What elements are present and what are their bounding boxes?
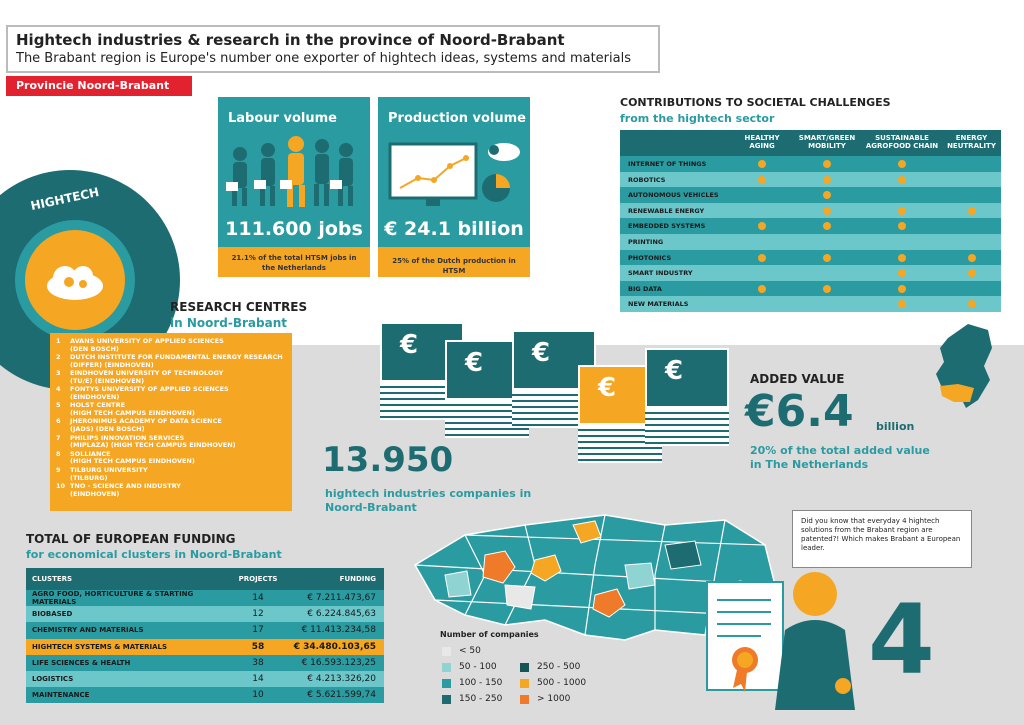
- research-item: [56, 370, 286, 386]
- workers-icon: [218, 132, 370, 212]
- legend-label: > 1000: [537, 694, 571, 704]
- contribution-dot-icon: [758, 160, 766, 168]
- added-value-title: ADDED VALUE: [750, 372, 845, 386]
- euro-icon: €: [524, 336, 558, 370]
- col-smart-mobility: SMART/GREEN MOBILITY: [798, 134, 856, 150]
- research-item-number: 5: [56, 401, 61, 410]
- societal-cell: [862, 265, 942, 281]
- contribution-dot-icon: [898, 222, 906, 230]
- euro-bill: [645, 348, 729, 408]
- col-agrofood: SUSTAINABLE AGROFOOD CHAIN: [865, 134, 939, 150]
- research-item: [56, 451, 286, 467]
- societal-cell: [942, 250, 1001, 266]
- research-item-name: TNO - SCIENCE AND INDUSTRY: [70, 481, 181, 490]
- contribution-dot-icon: [898, 207, 906, 215]
- research-item-location: (EINDHOVEN): [70, 489, 120, 498]
- contribution-dot-icon: [968, 207, 976, 215]
- research-item-text: [70, 435, 236, 451]
- societal-cell: [942, 156, 1001, 172]
- funding-cell-funding: € 16.593.123,25: [301, 657, 376, 668]
- labour-note: 21.1% of the total HTSM jobs in the Netherlands: [218, 247, 370, 277]
- societal-cell: [862, 172, 942, 188]
- contribution-dot-icon: [823, 191, 831, 199]
- funding-cell-cluster: HIGHTECH SYSTEMS & MATERIALS: [32, 642, 168, 651]
- societal-cell: [732, 172, 792, 188]
- societal-row: [620, 281, 1001, 297]
- funding-cell-projects: 10: [252, 690, 264, 701]
- societal-cell: [732, 265, 792, 281]
- societal-table: [620, 130, 1001, 310]
- research-item: [56, 338, 286, 354]
- legend-label: 250 - 500: [537, 662, 581, 672]
- monitor-chart-icon: [378, 132, 530, 212]
- research-list: [50, 333, 292, 511]
- research-item: [56, 483, 286, 499]
- legend-item: [520, 694, 570, 704]
- legend-label: 50 - 100: [459, 662, 497, 672]
- funding-table: [26, 568, 384, 703]
- research-item-location: (MIPLAZA) (HIGH TECH CAMPUS EINDHOVEN): [70, 441, 236, 450]
- societal-cell: [862, 187, 942, 203]
- legend-item: [442, 678, 502, 688]
- funding-row: [26, 606, 384, 622]
- societal-row: [620, 203, 1001, 219]
- societal-cell: [732, 156, 792, 172]
- societal-cell: [942, 218, 1001, 234]
- legend-swatch: [520, 679, 529, 688]
- research-item: [56, 354, 286, 370]
- societal-cell: [792, 234, 862, 250]
- societal-cell: [792, 187, 862, 203]
- patents-bubble: Did you know that everyday 4 hightech solutions from the Brabant region are patented?! Which makes Brabant a European leader.: [792, 510, 972, 568]
- production-note: 25% of the Dutch production in HTSM: [378, 247, 530, 277]
- societal-row-label: EMBEDDED SYSTEMS: [628, 222, 706, 231]
- hightech-label: HIGHTECH: [29, 184, 101, 214]
- societal-cell: [862, 296, 942, 312]
- labour-title: Labour volume: [228, 111, 337, 126]
- legend-swatch: [442, 647, 451, 656]
- societal-row-label: AUTONOMOUS VEHICLES: [628, 191, 719, 200]
- research-item-name: SOLLIANCE: [70, 449, 111, 458]
- contribution-dot-icon: [823, 160, 831, 168]
- certificate-person-illustration: [705, 560, 885, 720]
- societal-header-row: [620, 130, 1001, 156]
- labour-value: 111.600 jobs: [225, 218, 363, 240]
- col-healthy-aging: HEALTHY AGING: [744, 134, 780, 150]
- societal-cell: [942, 203, 1001, 219]
- funding-row: [26, 687, 384, 703]
- societal-cell: [732, 296, 792, 312]
- funding-cell-cluster: LOGISTICS: [32, 675, 74, 684]
- legend-label: 500 - 1000: [537, 678, 587, 688]
- societal-cell: [862, 234, 942, 250]
- research-item-location: (TU/E) (EINDHOVEN): [70, 376, 145, 385]
- societal-cell: [862, 203, 942, 219]
- legend-item: [520, 662, 580, 672]
- funding-col-projects: PROJECTS: [238, 575, 278, 583]
- societal-cell: [942, 234, 1001, 250]
- societal-row: [620, 156, 1001, 172]
- funding-cell-projects: 14: [252, 593, 264, 604]
- societal-cell: [862, 281, 942, 297]
- production-volume-card: [378, 97, 530, 277]
- societal-cell: [792, 281, 862, 297]
- funding-cell-cluster: LIFE SCIENCES & HEALTH: [32, 658, 131, 667]
- societal-cell: [792, 172, 862, 188]
- companies-label: hightech industries companies in Noord-Brabant: [325, 487, 532, 514]
- research-item-name: PHILIPS INNOVATION SERVICES: [70, 433, 185, 442]
- funding-cell-cluster: AGRO FOOD, HORTICULTURE & STARTING MATERIALS: [32, 590, 194, 607]
- euro-icon: €: [590, 371, 624, 405]
- legend-swatch: [442, 663, 451, 672]
- contribution-dot-icon: [898, 254, 906, 262]
- research-item-text: [70, 451, 195, 467]
- research-item-text: [70, 386, 229, 402]
- research-item: [56, 467, 286, 483]
- funding-cell-projects: 14: [252, 674, 264, 685]
- contribution-dot-icon: [823, 176, 831, 184]
- contribution-dot-icon: [758, 176, 766, 184]
- societal-row-label: PRINTING: [628, 237, 664, 246]
- societal-cell: [732, 250, 792, 266]
- societal-cell: [732, 218, 792, 234]
- research-item-text: [70, 402, 195, 418]
- research-item-number: 1: [56, 337, 61, 345]
- research-subtitle: in Noord-Brabant: [170, 316, 287, 330]
- societal-cell: [942, 281, 1001, 297]
- funding-cell-funding: € 34.480.103,65: [293, 641, 376, 652]
- added-value-note: 20% of the total added value in The Netherlands: [750, 444, 930, 471]
- research-item-name: HOLST CENTRE: [70, 401, 126, 410]
- production-title: Production volume: [388, 111, 526, 126]
- funding-row: [26, 655, 384, 671]
- societal-cell: [792, 203, 862, 219]
- euro-icon: €: [457, 346, 491, 380]
- legend-label: < 50: [459, 646, 481, 656]
- funding-cell-projects: 12: [252, 609, 264, 620]
- societal-rows: [620, 156, 1001, 312]
- contribution-dot-icon: [823, 254, 831, 262]
- research-item-number: 8: [56, 449, 61, 458]
- research-item-number: 7: [56, 433, 61, 442]
- contribution-dot-icon: [823, 222, 831, 230]
- funding-row: [26, 639, 384, 655]
- societal-row: [620, 234, 1001, 250]
- research-item-text: [70, 418, 222, 434]
- societal-row-label: ROBOTICS: [628, 175, 666, 184]
- legend-swatch: [520, 695, 529, 704]
- research-item-text: [70, 354, 283, 370]
- province-tag: Provincie Noord-Brabant: [6, 76, 192, 96]
- societal-cell: [732, 187, 792, 203]
- funding-cell-cluster: CHEMISTRY AND MATERIALS: [32, 626, 144, 635]
- societal-cell: [792, 156, 862, 172]
- societal-cell: [862, 250, 942, 266]
- research-item-location: (DIFFER) (EINDHOVEN): [70, 360, 154, 369]
- research-item-location: (EINDHOVEN): [70, 393, 120, 402]
- funding-cell-projects: 38: [252, 657, 264, 668]
- societal-row-label: PHOTONICS: [628, 253, 672, 262]
- societal-cell: [792, 250, 862, 266]
- research-title: RESEARCH CENTRES: [170, 300, 308, 314]
- societal-cell: [942, 172, 1001, 188]
- legend-label: 150 - 250: [459, 694, 503, 704]
- research-item-number: 10: [56, 481, 66, 490]
- research-item-location: (HIGH TECH CAMPUS EINDHOVEN): [70, 409, 195, 418]
- labour-volume-card: [218, 97, 370, 277]
- research-item-number: 6: [56, 417, 61, 426]
- research-item-text: [70, 483, 181, 499]
- companies-count: 13.950: [322, 440, 454, 480]
- funding-cell-projects: 17: [252, 625, 264, 636]
- legend-swatch: [442, 695, 451, 704]
- research-item-location: (DEN BOSCH): [70, 344, 119, 353]
- funding-col-funding: FUNDING: [339, 575, 376, 583]
- societal-cell: [942, 296, 1001, 312]
- patents-number: 4: [868, 584, 935, 696]
- euro-icon: €: [657, 354, 691, 388]
- legend-item: [442, 694, 502, 704]
- societal-cell: [732, 281, 792, 297]
- research-item-text: [70, 338, 224, 354]
- research-item-number: 9: [56, 465, 61, 474]
- legend-item: [442, 646, 481, 656]
- societal-cell: [792, 296, 862, 312]
- societal-row-label: BIG DATA: [628, 284, 662, 293]
- contribution-dot-icon: [898, 285, 906, 293]
- netherlands-map-icon: [930, 318, 1000, 418]
- production-value: € 24.1 billion: [384, 218, 524, 240]
- research-item-name: DUTCH INSTITUTE FOR FUNDAMENTAL ENERGY RESEARCH: [70, 353, 283, 362]
- legend-swatch: [442, 679, 451, 688]
- research-item-name: TILBURG UNIVERSITY: [70, 465, 148, 474]
- funding-row: [26, 622, 384, 638]
- page-subtitle: The Brabant region is Europe's number one exporter of hightech ideas, systems and materials: [16, 51, 631, 66]
- cloud-gear-icon: [35, 250, 115, 310]
- added-value-unit: billion: [876, 420, 915, 433]
- research-item-location: (JADS) (DEN BOSCH): [70, 425, 145, 434]
- funding-col-clusters: CLUSTERS: [32, 575, 73, 583]
- research-item-name: EINDHOVEN UNIVERSITY OF TECHNOLOGY: [70, 369, 224, 378]
- research-item: [56, 435, 286, 451]
- legend-label: 100 - 150: [459, 678, 503, 688]
- funding-cell-funding: € 7.211.473,67: [307, 593, 376, 604]
- research-item-name: AVANS UNIVERSITY OF APPLIED SCIENCES: [70, 337, 224, 345]
- funding-rows: [26, 590, 384, 703]
- research-item-location: (HIGH TECH CAMPUS EINDHOVEN): [70, 457, 195, 466]
- societal-cell: [792, 218, 862, 234]
- contribution-dot-icon: [758, 285, 766, 293]
- funding-row: [26, 671, 384, 687]
- societal-row: [620, 265, 1001, 281]
- funding-cell-funding: € 4.213.326,20: [307, 674, 376, 685]
- societal-row: [620, 187, 1001, 203]
- research-item-location: (TILBURG): [70, 473, 108, 482]
- societal-cell: [732, 203, 792, 219]
- research-item-text: [70, 467, 148, 483]
- funding-row: [26, 590, 384, 606]
- funding-cell-cluster: MAINTENANCE: [32, 691, 90, 700]
- funding-cell-funding: € 5.621.599,74: [307, 690, 376, 701]
- bill-stack-lines: [645, 406, 729, 446]
- funding-cell-cluster: BIOBASED: [32, 610, 73, 619]
- legend-item: [520, 678, 586, 688]
- euro-icon: €: [392, 328, 426, 362]
- research-item-name: JHERONIMUS ACADEMY OF DATA SCIENCE: [70, 417, 222, 426]
- contribution-dot-icon: [968, 269, 976, 277]
- societal-title: CONTRIBUTIONS TO SOCIETAL CHALLENGES: [620, 96, 891, 109]
- funding-title: TOTAL OF EUROPEAN FUNDING: [26, 532, 236, 546]
- societal-row: [620, 172, 1001, 188]
- contribution-dot-icon: [898, 300, 906, 308]
- page-title: Hightech industries & research in the province of Noord-Brabant: [16, 31, 565, 49]
- societal-row: [620, 250, 1001, 266]
- research-item: [56, 418, 286, 434]
- research-item-name: FONTYS UNIVERSITY OF APPLIED SCIENCES: [70, 385, 229, 394]
- societal-cell: [732, 234, 792, 250]
- societal-row-label: SMART INDUSTRY: [628, 269, 693, 278]
- contribution-dot-icon: [898, 160, 906, 168]
- societal-row: [620, 296, 1001, 312]
- societal-row-label: INTERNET OF THINGS: [628, 160, 707, 168]
- map-legend-title: Number of companies: [440, 630, 539, 639]
- research-item: [56, 402, 286, 418]
- contribution-dot-icon: [758, 222, 766, 230]
- societal-cell: [862, 156, 942, 172]
- header-box: [6, 25, 660, 73]
- funding-subtitle: for economical clusters in Noord-Brabant: [26, 548, 282, 561]
- funding-cell-funding: € 6.224.845,63: [307, 609, 376, 620]
- societal-row-label: RENEWABLE ENERGY: [628, 206, 705, 215]
- research-item-number: 2: [56, 353, 61, 362]
- funding-cell-funding: € 11.413.234,58: [301, 625, 376, 636]
- research-item-number: 3: [56, 369, 61, 378]
- societal-cell: [942, 187, 1001, 203]
- contribution-dot-icon: [823, 285, 831, 293]
- legend-swatch: [520, 663, 529, 672]
- funding-cell-projects: 58: [251, 641, 265, 652]
- research-item-number: 4: [56, 385, 61, 394]
- societal-cell: [862, 218, 942, 234]
- research-item: [56, 386, 286, 402]
- contribution-dot-icon: [968, 254, 976, 262]
- research-item-text: [70, 370, 223, 386]
- contribution-dot-icon: [823, 207, 831, 215]
- societal-cell: [942, 265, 1001, 281]
- contribution-dot-icon: [968, 300, 976, 308]
- societal-row: [620, 218, 1001, 234]
- col-energy: ENERGY NEUTRALITY: [947, 134, 996, 150]
- contribution-dot-icon: [898, 269, 906, 277]
- societal-row-label: NEW MATERIALS: [628, 300, 689, 309]
- contribution-dot-icon: [898, 176, 906, 184]
- funding-header-row: [26, 568, 384, 590]
- added-value-amount: €6.4: [745, 386, 854, 437]
- legend-item: [442, 662, 497, 672]
- societal-cell: [792, 265, 862, 281]
- societal-subtitle: from the hightech sector: [620, 112, 775, 125]
- contribution-dot-icon: [758, 254, 766, 262]
